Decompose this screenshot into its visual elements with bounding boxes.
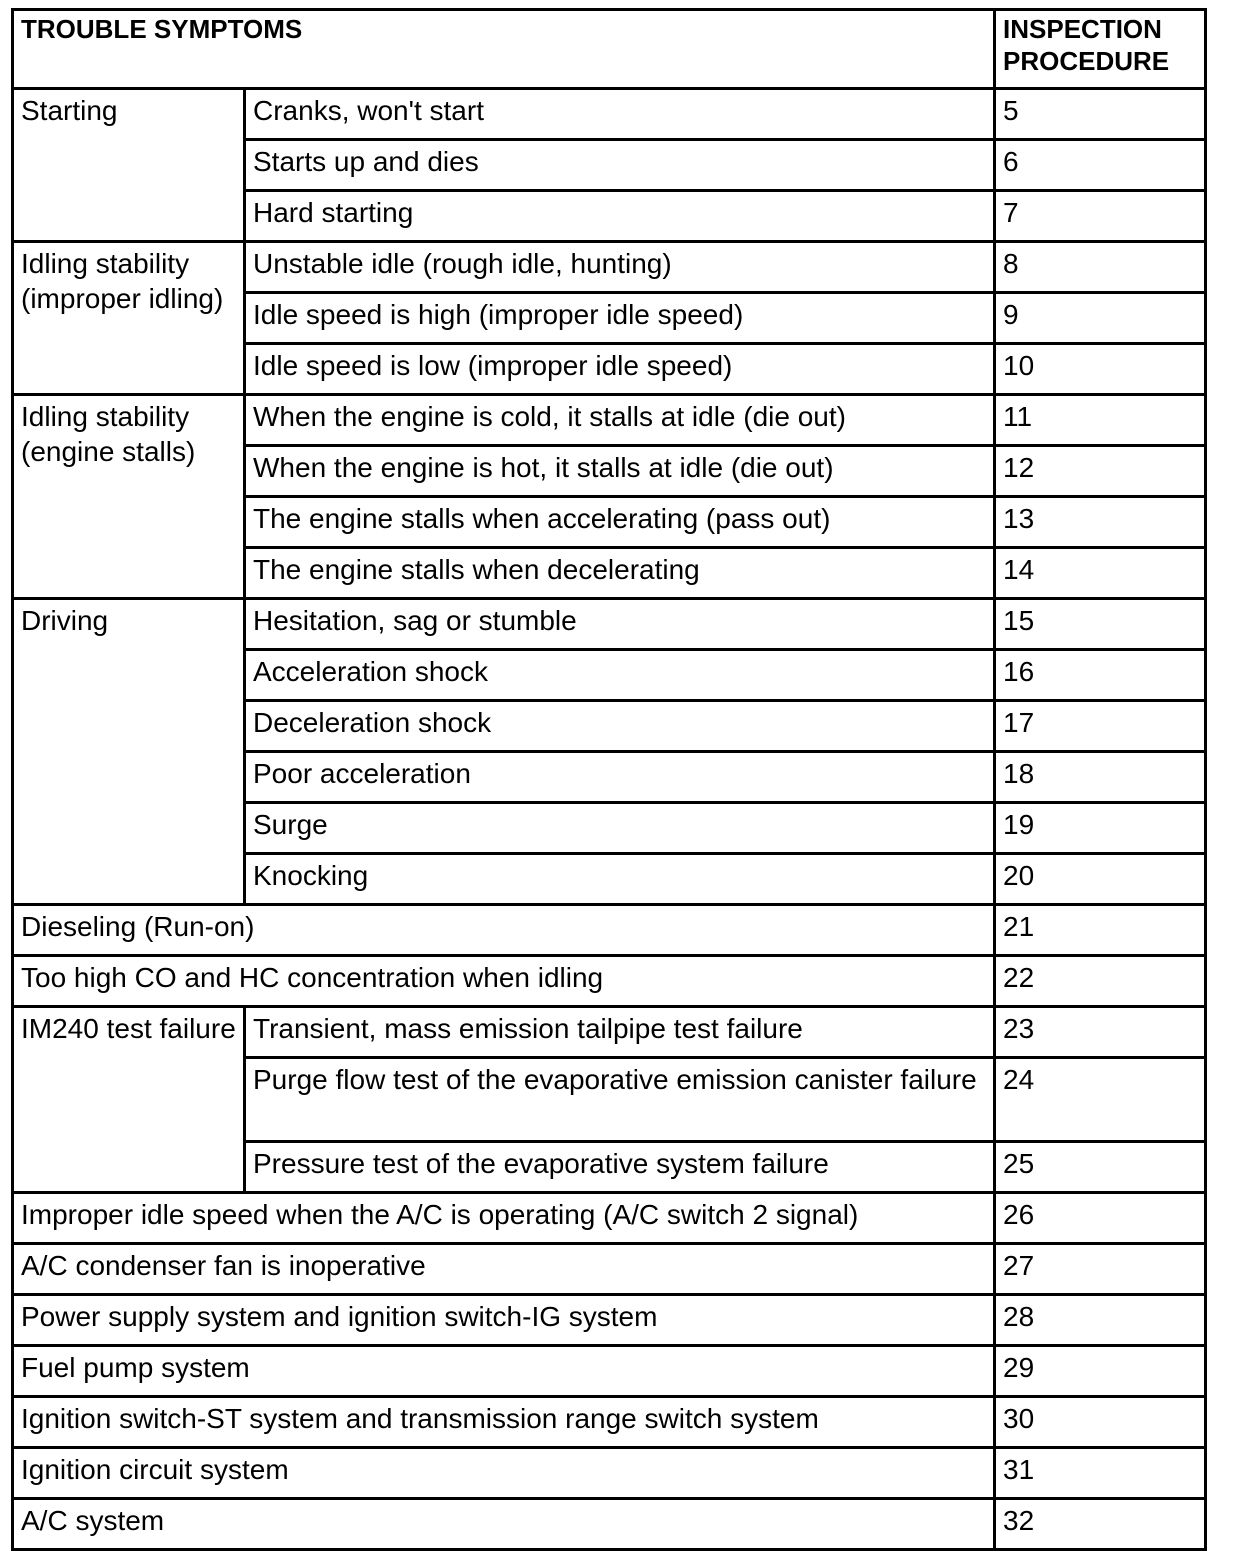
symptom-cell: Hard starting (245, 191, 995, 242)
symptom-cell: Ignition switch-ST system and transmission range switch system (13, 1397, 995, 1448)
table-row (13, 242, 1206, 293)
table-row (13, 1193, 1206, 1244)
category-cell: Driving (13, 599, 245, 905)
symptom-cell: Deceleration shock (245, 701, 995, 752)
procedure-cell: 7 (995, 191, 1206, 242)
procedure-cell: 15 (995, 599, 1206, 650)
symptom-cell: Knocking (245, 854, 995, 905)
procedure-cell: 23 (995, 1007, 1206, 1058)
symptom-cell: Cranks, won't start (245, 89, 995, 140)
table-row (13, 1448, 1206, 1499)
table-row (13, 599, 1206, 650)
symptom-cell: Fuel pump system (13, 1346, 995, 1397)
procedure-cell: 32 (995, 1499, 1206, 1550)
table-row (13, 1397, 1206, 1448)
procedure-cell: 13 (995, 497, 1206, 548)
symptom-cell: Poor acceleration (245, 752, 995, 803)
procedure-cell: 12 (995, 446, 1206, 497)
procedure-cell: 21 (995, 905, 1206, 956)
table-row (13, 1295, 1206, 1346)
table-row (13, 956, 1206, 1007)
symptom-cell: Starts up and dies (245, 140, 995, 191)
category-cell: Starting (13, 89, 245, 242)
procedure-cell: 6 (995, 140, 1206, 191)
category-cell: Idling stability (engine stalls) (13, 395, 245, 599)
procedure-cell: 19 (995, 803, 1206, 854)
symptom-cell: Power supply system and ignition switch-IG system (13, 1295, 995, 1346)
procedure-cell: 10 (995, 344, 1206, 395)
procedure-cell: 31 (995, 1448, 1206, 1499)
procedure-cell: 25 (995, 1142, 1206, 1193)
procedure-cell: 30 (995, 1397, 1206, 1448)
symptom-cell: The engine stalls when accelerating (pass out) (245, 497, 995, 548)
symptom-cell: Too high CO and HC concentration when idling (13, 956, 995, 1007)
symptom-cell: The engine stalls when decelerating (245, 548, 995, 599)
symptom-cell: Transient, mass emission tailpipe test failure (245, 1007, 995, 1058)
procedure-header-line2: PROCEDURE (1003, 46, 1170, 76)
symptom-cell: Purge flow test of the evaporative emission canister failure (245, 1058, 995, 1142)
table-row (13, 1244, 1206, 1295)
procedure-cell: 27 (995, 1244, 1206, 1295)
procedure-cell: 14 (995, 548, 1206, 599)
trouble-symptoms-table (11, 8, 1207, 1551)
symptom-cell: Idle speed is high (improper idle speed) (245, 293, 995, 344)
header-row (13, 10, 1206, 89)
symptom-cell: A/C condenser fan is inoperative (13, 1244, 995, 1295)
symptom-cell: A/C system (13, 1499, 995, 1550)
symptom-cell: Unstable idle (rough idle, hunting) (245, 242, 995, 293)
procedure-cell: 16 (995, 650, 1206, 701)
symptom-cell: Improper idle speed when the A/C is operating (A/C switch 2 signal) (13, 1193, 995, 1244)
trouble-symptoms-header: TROUBLE SYMPTOMS (13, 10, 995, 89)
symptom-cell: When the engine is hot, it stalls at idle (die out) (245, 446, 995, 497)
procedure-cell: 20 (995, 854, 1206, 905)
category-cell: IM240 test failure (13, 1007, 245, 1193)
table-row (13, 89, 1206, 140)
inspection-procedure-header (995, 10, 1206, 89)
symptom-cell: Hesitation, sag or stumble (245, 599, 995, 650)
table-body (13, 10, 1206, 1550)
procedure-header-line1: INSPECTION (1003, 14, 1162, 44)
procedure-cell: 22 (995, 956, 1206, 1007)
symptom-cell: Dieseling (Run-on) (13, 905, 995, 956)
procedure-cell: 9 (995, 293, 1206, 344)
procedure-cell: 28 (995, 1295, 1206, 1346)
symptom-cell: Ignition circuit system (13, 1448, 995, 1499)
symptom-cell: Surge (245, 803, 995, 854)
symptom-cell: When the engine is cold, it stalls at idle (die out) (245, 395, 995, 446)
procedure-cell: 24 (995, 1058, 1206, 1142)
symptom-cell: Acceleration shock (245, 650, 995, 701)
symptom-cell: Pressure test of the evaporative system failure (245, 1142, 995, 1193)
table-row (13, 1007, 1206, 1058)
procedure-cell: 26 (995, 1193, 1206, 1244)
table-row (13, 905, 1206, 956)
procedure-cell: 11 (995, 395, 1206, 446)
procedure-cell: 29 (995, 1346, 1206, 1397)
procedure-cell: 17 (995, 701, 1206, 752)
symptom-cell: Idle speed is low (improper idle speed) (245, 344, 995, 395)
table-row (13, 1346, 1206, 1397)
table-row (13, 1499, 1206, 1550)
category-cell: Idling stability (improper idling) (13, 242, 245, 395)
table-row (13, 395, 1206, 446)
procedure-cell: 5 (995, 89, 1206, 140)
procedure-cell: 18 (995, 752, 1206, 803)
procedure-cell: 8 (995, 242, 1206, 293)
